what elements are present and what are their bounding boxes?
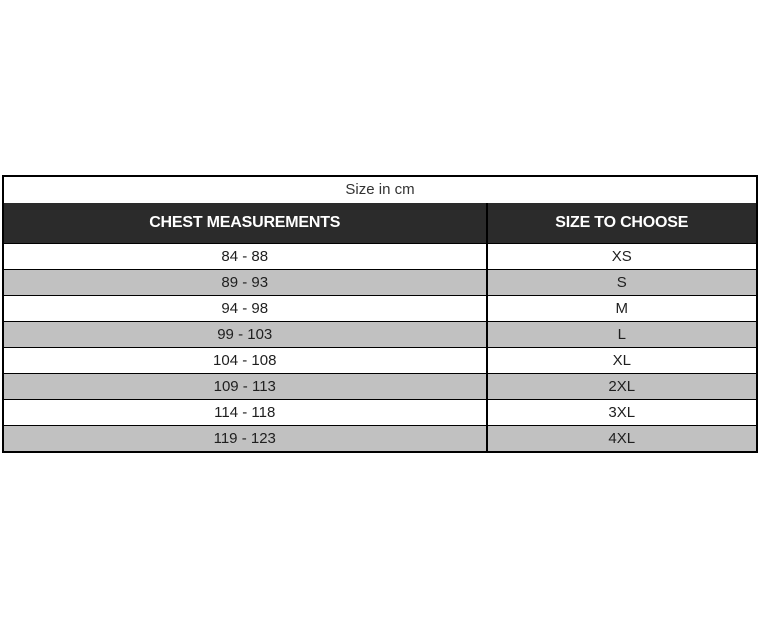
size-cell: 4XL [486, 426, 757, 451]
chest-range-cell: 104 - 108 [213, 352, 277, 369]
size-cell: S [486, 270, 757, 295]
table-row [4, 269, 756, 295]
chest-range-cell: 99 - 103 [217, 326, 273, 343]
column-header-size-to-choose: SIZE TO CHOOSE [486, 203, 757, 243]
column-header-chest-measurements: CHEST MEASUREMENTS [149, 214, 341, 231]
table-header-row [4, 203, 756, 243]
table-row [4, 425, 756, 451]
size-cell: 3XL [486, 400, 757, 425]
table-row [4, 321, 756, 347]
table-row [4, 243, 756, 269]
chest-range-cell: 89 - 93 [221, 274, 269, 291]
table-row [4, 295, 756, 321]
chest-range-cell: 109 - 113 [213, 378, 276, 395]
chest-range-cell: 84 - 88 [221, 248, 269, 265]
table-row [4, 373, 756, 399]
size-cell: M [486, 296, 757, 321]
table-row [4, 399, 756, 425]
size-cell: L [486, 322, 757, 347]
chest-range-cell: 114 - 118 [214, 404, 276, 421]
size-cell: XS [486, 244, 757, 269]
size-cell: XL [486, 348, 757, 373]
chest-range-cell: 94 - 98 [221, 300, 269, 317]
size-chart-table [2, 175, 758, 453]
table-caption: Size in cm [4, 177, 756, 203]
size-cell: 2XL [486, 374, 757, 399]
table-row [4, 347, 756, 373]
chest-range-cell: 119 - 123 [213, 430, 276, 447]
